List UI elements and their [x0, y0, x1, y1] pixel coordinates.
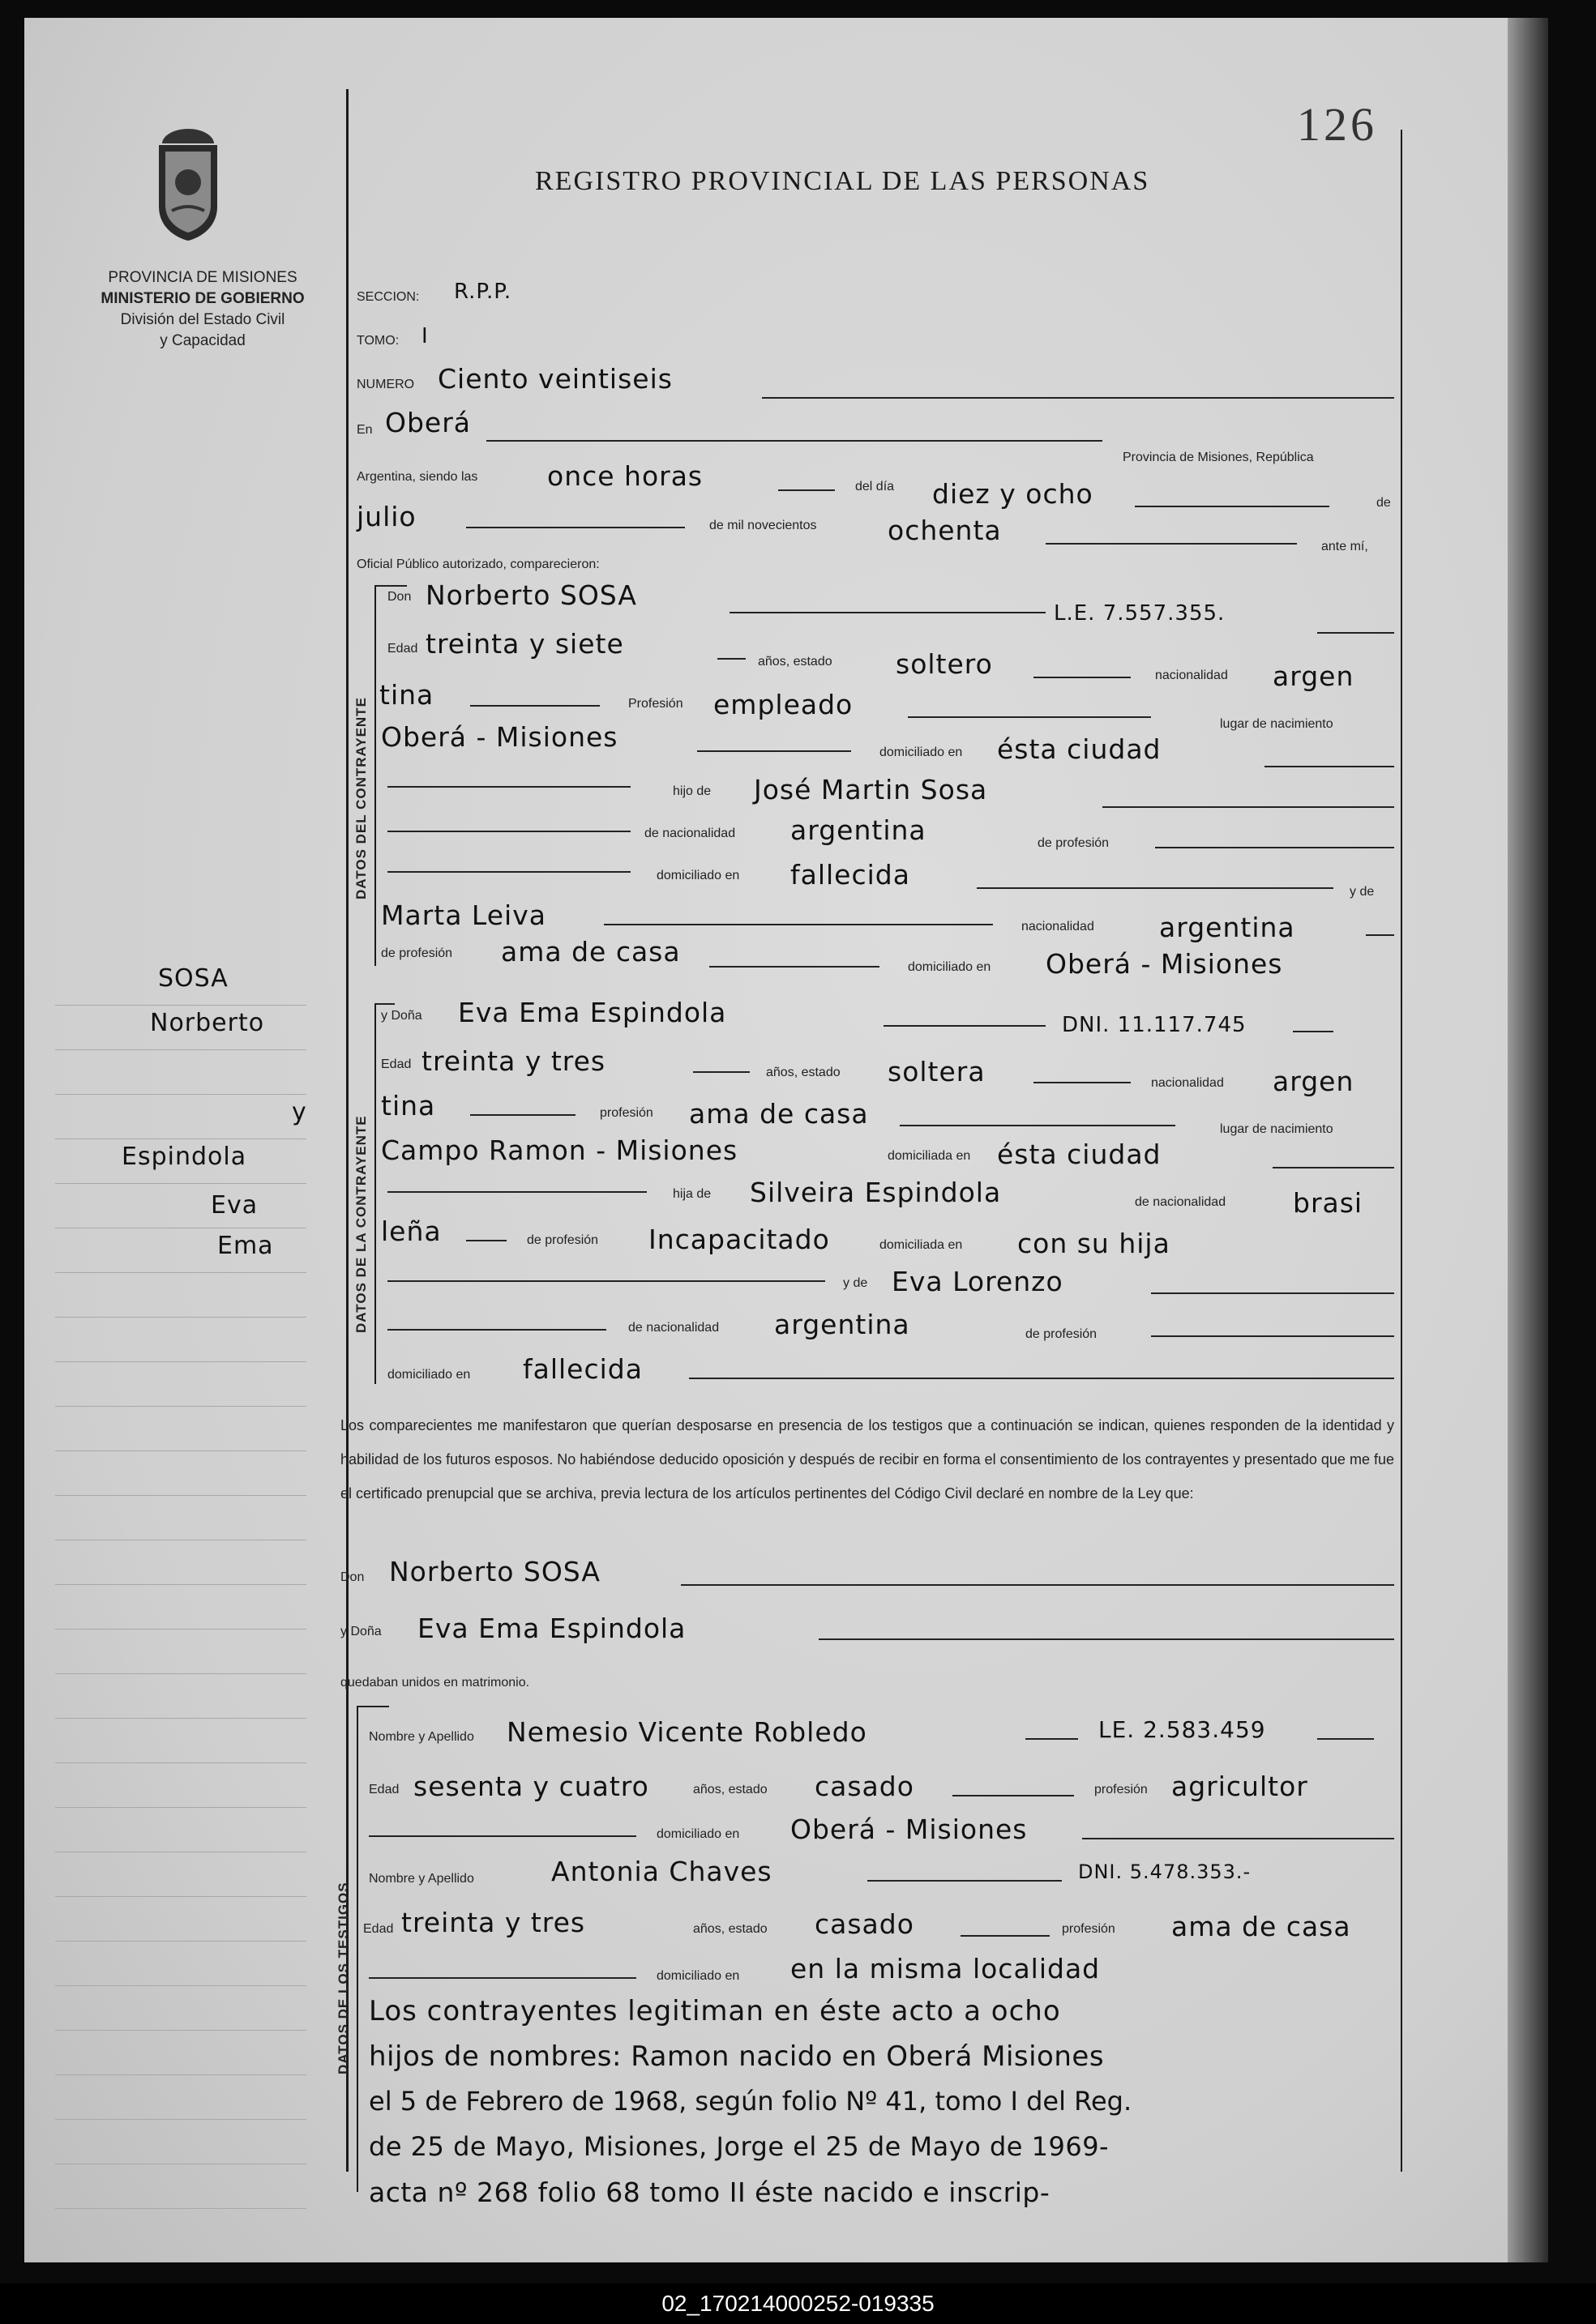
bride-edad-label: Edad: [381, 1057, 412, 1071]
groom-lugar: Oberá - Misiones: [381, 721, 618, 753]
w2-doc: DNI. 5.478.353.-: [1078, 1860, 1252, 1883]
ministry-division: División del Estado Civil: [120, 311, 285, 328]
bride-padre-nac-b: leña: [381, 1215, 442, 1247]
dia-value: diez y ocho: [932, 478, 1093, 510]
groom-nac-b: tina: [379, 679, 434, 711]
scan-footer-id: 02_170214000252-019335: [0, 2283, 1596, 2324]
note-line-3: el 5 de Febrero de 1968, según folio Nº 41, tomo I del Reg.: [369, 2086, 1132, 2117]
declaration-paragraph: Los comparecientes me manifestaron que querían desposarse en presencia de los testigos que a continuación se indican, quienes responden de la identidad y habilidad de los futuros esposos. No habiéndose deducido oposición y después de recibir en forma el consentimiento de los contrayentes y presentado que me fue el certificado prenupcial que se archiva, previa lectura de los artículos pertinentes del Código Civil declaré en nombre de la Ley que:: [340, 1417, 1394, 1502]
groom-dom: ésta ciudad: [997, 733, 1162, 765]
seccion-value: R.P.P.: [454, 280, 512, 304]
groom-padre-nac: argentina: [790, 814, 926, 846]
groom-doc: L.E. 7.557.355.: [1054, 601, 1226, 626]
tomo-value: I: [421, 324, 429, 348]
w1-dom: Oberá - Misiones: [790, 1813, 1028, 1845]
w2-nombre-label: Nombre y Apellido: [369, 1872, 474, 1886]
groom-block-rule: [374, 585, 376, 966]
w1-prof: agricultor: [1171, 1771, 1308, 1802]
en-label: En: [357, 423, 373, 437]
en-value: Oberá: [385, 407, 472, 438]
w2-dom-label: domiciliado en: [657, 1969, 740, 1983]
w1-doc: LE. 2.583.459: [1098, 1716, 1266, 1743]
page-title: REGISTRO PROVINCIAL DE LAS PERSONAS: [535, 166, 1150, 196]
margin-note-given-2: Eva: [211, 1191, 259, 1220]
bride-madre-prof-label: de profesión: [1025, 1327, 1098, 1341]
groom-padre-dom-label: domiciliado en: [657, 869, 740, 882]
margin-note-given: Norberto: [150, 1009, 265, 1037]
groom-y-de-label: y de: [1350, 885, 1375, 899]
bride-madre: Eva Lorenzo: [892, 1266, 1063, 1297]
decl-dona-name: Eva Ema Espindola: [417, 1613, 687, 1644]
bride-padre-nac-label: de nacionalidad: [1135, 1195, 1226, 1209]
w2-edad: treinta y tres: [401, 1907, 586, 1938]
bride-nac-b: tina: [381, 1090, 436, 1121]
groom-name: Norberto SOSA: [426, 579, 637, 611]
groom-lugar-label: lugar de nacimiento: [1220, 717, 1333, 731]
bride-madre-nac: argentina: [774, 1309, 910, 1340]
w2-name: Antonia Chaves: [551, 1856, 772, 1887]
de-label: de: [1376, 496, 1391, 510]
bride-padre-dom-label: domiciliada en: [879, 1238, 963, 1252]
w2-prof-label: profesión: [1062, 1922, 1115, 1936]
bride-section-label: DATOS DE LA CONTRAYENTE: [353, 1115, 369, 1333]
page-number: 126: [1297, 98, 1377, 151]
margin-note-conj: y: [292, 1098, 307, 1126]
groom-dom-label: domiciliado en: [879, 745, 963, 759]
w1-edad: sesenta y cuatro: [413, 1771, 649, 1802]
book-binding: [1508, 18, 1548, 2262]
bride-prof: ama de casa: [689, 1098, 869, 1130]
bride-estado: soltera: [888, 1056, 986, 1087]
ministry-province: PROVINCIA DE MISIONES: [108, 269, 297, 286]
bride-lugar: Campo Ramon - Misiones: [381, 1134, 738, 1166]
groom-padre-nac-label: de nacionalidad: [644, 827, 736, 840]
quedaban-text: quedaban unidos en matrimonio.: [340, 1676, 530, 1690]
bride-padre: Silveira Espindola: [750, 1177, 1002, 1208]
groom-hijo-label: hijo de: [673, 784, 712, 798]
bride-prof-label: profesión: [600, 1106, 653, 1120]
anio-value: ochenta: [888, 515, 1002, 546]
groom-prof: empleado: [713, 689, 854, 720]
bride-block-rule: [374, 1003, 376, 1384]
groom-padre-dom: fallecida: [790, 859, 910, 891]
right-margin-rule: [1401, 130, 1402, 2172]
bride-edad: treinta y tres: [421, 1045, 606, 1077]
groom-padre: José Martin Sosa: [754, 774, 988, 805]
groom-madre-dom: Oberá - Misiones: [1046, 948, 1283, 980]
groom-prof-label: Profesión: [628, 697, 683, 711]
bride-y-de-label: y de: [843, 1276, 868, 1290]
decl-don-label: Don: [340, 1570, 365, 1584]
groom-madre-nac-label: nacionalidad: [1021, 920, 1094, 933]
bride-name: Eva Ema Espindola: [458, 997, 727, 1028]
del-dia-label: del día: [855, 480, 895, 493]
note-line-4: de 25 de Mayo, Misiones, Jorge el 25 de Mayo de 1969-: [369, 2131, 1110, 2162]
w1-estado: casado: [815, 1771, 914, 1802]
mes-value: julio: [357, 501, 417, 532]
groom-madre-nac: argentina: [1159, 912, 1295, 943]
bride-dom-label: domiciliada en: [888, 1149, 971, 1163]
note-line-2: hijos de nombres: Ramon nacido en Oberá Misiones: [369, 2040, 1105, 2073]
bride-lugar-label: lugar de nacimiento: [1220, 1122, 1333, 1136]
decl-don-name: Norberto SOSA: [389, 1556, 601, 1587]
groom-don-label: Don: [387, 590, 412, 604]
ante-mi-label: ante mí,: [1321, 540, 1368, 553]
bride-padre-dom: con su hija: [1017, 1228, 1170, 1259]
decl-dona-label: y Doña: [340, 1625, 382, 1638]
w1-estado-label: años, estado: [693, 1783, 768, 1796]
groom-madre-dom-label: domiciliado en: [908, 960, 991, 974]
bride-padre-prof-label: de profesión: [527, 1233, 599, 1247]
w2-prof: ama de casa: [1171, 1911, 1351, 1942]
bride-doc: DNI. 11.117.745: [1062, 1013, 1247, 1037]
argentina-label: Argentina, siendo las: [357, 470, 478, 484]
w1-nombre-label: Nombre y Apellido: [369, 1730, 474, 1744]
ministry-header: [73, 267, 332, 352]
w1-name: Nemesio Vicente Robledo: [507, 1716, 867, 1748]
tomo-label: TOMO:: [357, 334, 400, 348]
groom-section-label: DATOS DEL CONTRAYENTE: [353, 697, 369, 899]
bride-padre-prof: Incapacitado: [648, 1224, 830, 1255]
ministry-division-2: y Capacidad: [160, 332, 246, 349]
groom-nac-label: nacionalidad: [1155, 669, 1228, 682]
bride-hija-label: hija de: [673, 1187, 712, 1201]
numero-label: NUMERO: [357, 378, 415, 391]
w2-estado: casado: [815, 1908, 914, 1940]
bride-dona-label: y Doña: [381, 1009, 422, 1023]
bride-madre-dom: fallecida: [523, 1353, 643, 1385]
groom-madre-prof: ama de casa: [501, 936, 681, 968]
bride-madre-nac-label: de nacionalidad: [628, 1321, 720, 1335]
groom-edad: treinta y siete: [426, 628, 624, 660]
note-line-5: acta nº 268 folio 68 tomo II éste nacido e inscrip-: [369, 2177, 1050, 2208]
provincia-label: Provincia de Misiones, República: [1123, 451, 1314, 464]
main-margin-rule: [346, 89, 349, 2172]
seccion-label: SECCION:: [357, 290, 420, 304]
w1-dom-label: domiciliado en: [657, 1827, 740, 1841]
groom-estado-label: años, estado: [758, 655, 832, 669]
groom-edad-label: Edad: [387, 642, 418, 656]
witness-block-rule: [357, 1706, 358, 2192]
bride-nac-a: argen: [1273, 1066, 1354, 1097]
ministry-name: MINISTERIO DE GOBIERNO: [101, 290, 305, 307]
provincial-seal-icon: [148, 126, 229, 243]
groom-madre: Marta Leiva: [381, 899, 546, 931]
margin-note-surname: SOSA: [158, 964, 229, 993]
oficial-label: Oficial Público autorizado, comparecieron:: [357, 558, 600, 571]
bride-padre-nac-a: brasi: [1293, 1187, 1363, 1219]
w1-edad-label: Edad: [369, 1783, 400, 1796]
groom-estado: soltero: [896, 648, 993, 680]
de-mil-label: de mil novecientos: [709, 519, 817, 532]
numero-value: Ciento veintiseis: [438, 363, 673, 395]
bride-nac-label: nacionalidad: [1151, 1076, 1224, 1090]
w2-edad-label: Edad: [363, 1922, 394, 1936]
margin-note-given-3: Ema: [217, 1232, 274, 1260]
bride-estado-label: años, estado: [766, 1066, 841, 1079]
w2-estado-label: años, estado: [693, 1922, 768, 1936]
groom-nac-a: argen: [1273, 660, 1354, 692]
horas-value: once horas: [547, 460, 704, 492]
margin-note-surname-2: Espindola: [122, 1143, 247, 1171]
bride-dom: ésta ciudad: [997, 1139, 1162, 1170]
bride-madre-dom-label: domiciliado en: [387, 1368, 471, 1382]
w1-prof-label: profesión: [1094, 1783, 1148, 1796]
note-line-1: Los contrayentes legitiman en éste acto a ocho: [369, 1995, 1061, 2027]
witness-section-label: DATOS DE LOS TESTIGOS: [336, 1882, 351, 2074]
groom-padre-prof-label: de profesión: [1038, 836, 1110, 850]
w2-dom: en la misma localidad: [790, 1953, 1101, 1984]
groom-madre-prof-label: de profesión: [381, 946, 453, 960]
